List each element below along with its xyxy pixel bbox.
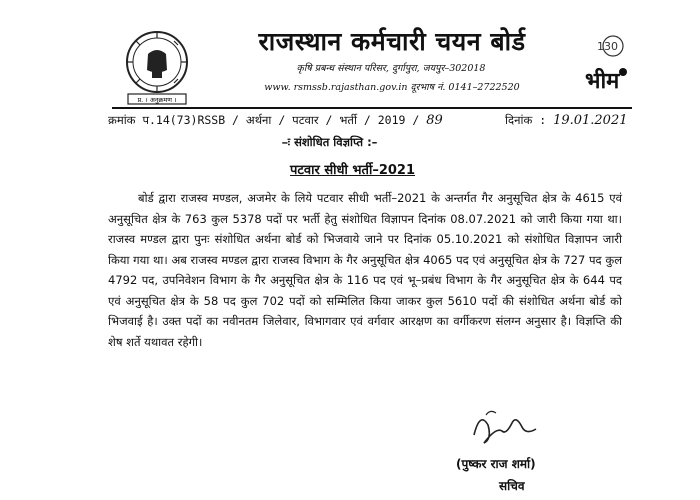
organization-title: राजस्थान कर्मचारी चयन बोर्ड (258, 27, 526, 56)
signatory-designation: सचिव (499, 479, 525, 493)
handwritten-date: 19.01.2021 (553, 113, 628, 128)
emblem-caption: प्र. । अनुक्रमण । (137, 96, 177, 104)
board-emblem-icon (118, 28, 196, 106)
reference-handwritten-no: 89 (426, 113, 443, 128)
logo-number: 130 (597, 40, 618, 53)
notice-label: –ः संशोधित विज्ञप्ति :– (282, 135, 378, 149)
header-divider (112, 107, 632, 109)
date-label: दिनांक : (505, 113, 547, 127)
reference-date (505, 113, 628, 128)
logo-text: भीम (585, 69, 620, 94)
organization-contact: www. rsmssb.rajasthan.gov.in दूरभाष नं. 0141–2722520 (264, 82, 520, 93)
signature-mark-icon (466, 405, 544, 455)
notice-body: बोर्ड द्वारा राजस्व मण्डल, अजमेर के लिये पटवार सीधी भर्ती–2021 के अन्तर्गत गैर अनुसूचित क्षेत्र के 4615 एवं अनुसूचित क्षेत्र के 763 कुल 5378 पदों पर भर्ती हेतु संशोधित विज्ञापन दिनांक 08.07.2021 को जारी किया गया था। राजस्व मण्डल द्वारा पुनः संशोधित अर्थना बोर्ड को भिजवाये जाने पर दिनांक 05.10.2021 को संशोधित विज्ञापन जारी किया गया था। अब राजस्व मण्डल द्वारा राजस्व विभाग के गैर अनुसूचित क्षेत्र 4065 पद एवं अनुसूचित क्षेत्र के 727 पद कुल 4792 पद, उपनिवेशन विभाग के गैर अनुसूचित क्षेत्र के 116 पद एवं भू–प्रबंध विभाग के गैर अनुसूचित क्षेत्र के 644 पद एवं अनुसूचित क्षेत्र के 58 पद कुल 702 पदों को सम्मिलित किया जाकर कुल 5610 पदों की संशोधित अर्थना बोर्ड को भिजवाई है। उक्त पदों का नवीनतम जिलेवार, विभागवार एवं वर्गवार आरक्षण का वर्गीकरण संलग्न अनुसार है। विज्ञप्ति की शेष शर्ते यथावत रहेगी। (108, 191, 622, 349)
notice-subject: पटवार सीधी भर्ती–2021 (290, 163, 416, 178)
reference-prefix: क्रमांक प.14(73)RSSB / अर्थना / पटवार / भर्ती / 2019 / (108, 113, 420, 127)
organization-address: कृषि प्रबन्ध संस्थान परिसर, दुर्गापुरा, जयपुर–302018 (296, 63, 486, 74)
bhim-logo-icon (583, 32, 635, 108)
signatory-name: (पुष्कर राज शर्मा) (456, 457, 536, 471)
reference-number (108, 113, 443, 128)
